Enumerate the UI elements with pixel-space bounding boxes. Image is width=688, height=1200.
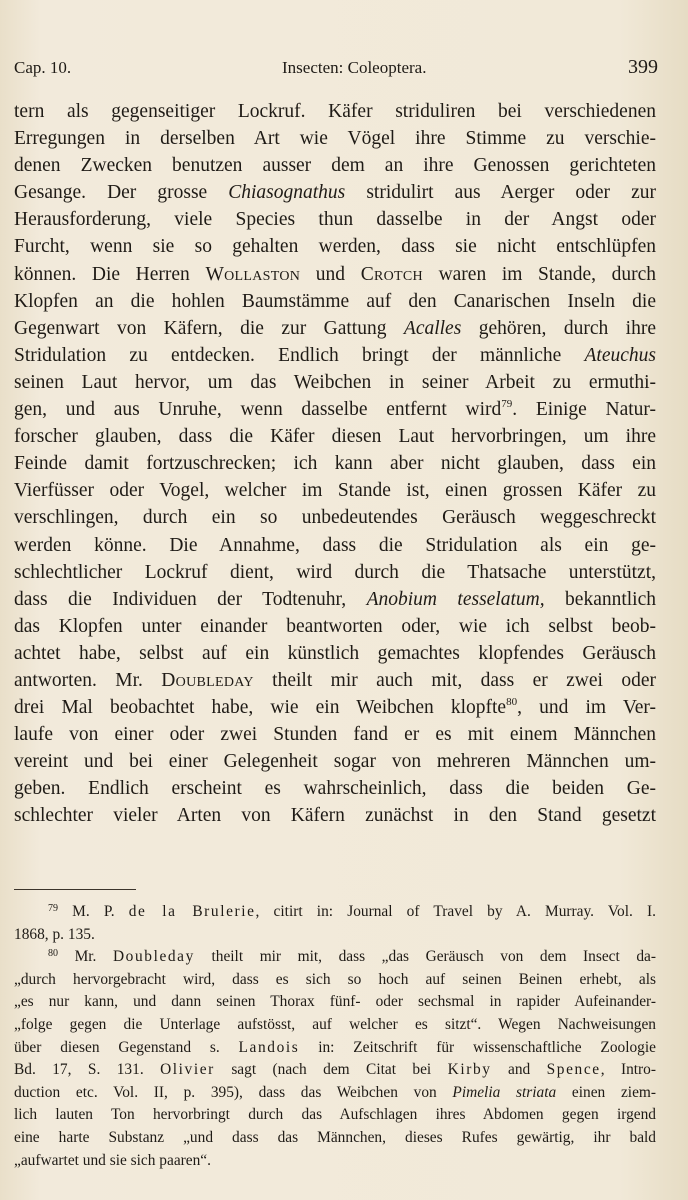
author-name: Doubleday <box>161 669 254 691</box>
text-line: werden könne. Die Annahme, dass die Stridulation als ein ge- <box>14 534 656 556</box>
text-line: antworten. Mr. Doubleday theilt mir auch mit, dass er zwei oder <box>14 669 656 691</box>
footnote-line: lich lauten Ton hervorbringt durch das Aufschlagen ihres Abdomen gegen irgend <box>14 1106 656 1124</box>
taxon-name: Ateuchus <box>584 344 656 366</box>
text-line: dass die Individuen der Todtenuhr, Anobium tesselatum, bekanntlich <box>14 588 657 610</box>
text-line: Stridulation zu entdecken. Endlich bringt der männliche Ateuchus <box>14 344 656 366</box>
text-line: forscher glauben, dass die Käfer diesen Laut hervorbringen, um ihre <box>14 426 656 448</box>
text-line: können. Die Herren Wollaston und Crotch waren im Stande, durch <box>14 263 657 285</box>
main-text <box>14 98 656 830</box>
footnote-line: „durch hervorgebracht wird, dass es sich so hoch auf seinen Beinen erhebt, als <box>14 970 656 988</box>
taxon-name: Acalles <box>403 317 462 339</box>
text-line: denen Zwecken benutzen ausser dem an ihre Genossen gerichteten <box>14 155 656 177</box>
running-title: Insecten: Coleoptera. <box>282 58 427 77</box>
text-line: gen, und aus Unruhe, wenn dasselbe entfernt wird$^{79}$. Einige Natur- <box>14 398 656 421</box>
footnote-line: duction etc. Vol. II, p. 395), dass das Weibchen von Pimelia striata einen ziem- <box>14 1083 656 1101</box>
text-line: Gegenwart von Käfern, die zur Gattung Acalles gehören, durch ihre <box>14 317 656 339</box>
footnote-line: „folge gegen die Unterlage aufstösst, auf welcher es sitzt“. Wegen Nachweisungen <box>14 1015 656 1033</box>
footnote-80: $^{80}$ Mr. Doubleday theilt mir mit, dass „das Geräusch von dem Insect da- <box>48 948 656 966</box>
text-line: verschlingen, durch ein so unbedeutendes Geräusch weggeschreckt <box>14 507 656 529</box>
footnote-79: $^{79}$ M. P. de la Brulerie, citirt in: Journal of Travel by A. Murray. Vol. I. <box>48 903 656 920</box>
taxon-name: Pimelia striata <box>452 1083 557 1101</box>
footnote-ref: 80 <box>506 696 518 709</box>
author-name: Wollaston <box>205 263 301 285</box>
footnote-number: 79 <box>48 903 58 914</box>
text-line: Klopfen an die hohlen Baumstämme auf den Canarischen Inseln die <box>14 290 656 312</box>
taxon-name: Anobium tesselatum, <box>366 588 545 610</box>
text-line: geben. Endlich erscheint es wahrscheinlich, dass die beiden Ge- <box>14 778 656 800</box>
footnote-line: Bd. 17, S. 131. Olivier sagt (nach dem Citat bei Kirby and Spence, Intro- <box>14 1061 657 1079</box>
running-header <box>14 56 658 86</box>
footnote-number: 80 <box>48 948 58 960</box>
text-line: achtet habe, selbst auf ein künstlich gemachtes klopfendes Geräusch <box>14 642 656 664</box>
text-line: das Klopfen unter einander beantworten oder, wie ich selbst beob- <box>14 615 656 637</box>
text-line: Furcht, wenn sie so gehalten werden, dass sie nicht entschlüpfen <box>14 236 656 258</box>
author-name: Crotch <box>360 263 423 285</box>
text-line: Vierfüsser oder Vogel, welcher im Stande ist, einen grossen Käfer zu <box>14 480 656 502</box>
footnote-ref: 79 <box>501 398 513 411</box>
taxon-name: Chiasognathus <box>228 182 346 204</box>
footnote-line: eine harte Substanz „und dass das Männchen, dieses Rufes gewärtig, ihr bald <box>14 1128 656 1146</box>
text-line: seinen Laut hervor, um das Weibchen in seiner Arbeit zu ermuthi- <box>14 371 656 393</box>
footnote-line: über diesen Gegenstand s. Landois in: Zeitschrift für wissenschaftliche Zoologie <box>14 1038 656 1056</box>
chapter-label: Cap. 10. <box>14 58 72 77</box>
text-line: tern als gegenseitiger Lockruf. Käfer striduliren bei verschiedenen <box>14 101 656 122</box>
text-line: laufe von einer oder zwei Stunden fand er es mit einem Männchen <box>14 724 656 746</box>
text-line: Herausforderung, viele Species thun dasselbe in der Angst oder <box>14 209 656 231</box>
text-line: drei Mal beobachtet habe, wie ein Weibchen klopfte$^{80}$, und im Ver- <box>14 696 656 719</box>
text-line: Gesange. Der grosse Chiasognathus stridulirt aus Aerger oder zur <box>14 182 656 204</box>
footnotes <box>14 901 656 1172</box>
text-line: vereint und bei einer Gelegenheit sogar von mehreren Männchen um- <box>14 751 656 773</box>
text-line: schlechtlicher Lockruf dient, wird durch die Thatsache unterstützt, <box>14 561 656 583</box>
page-number: 399 <box>628 56 658 78</box>
text-line: Erregungen in derselben Art wie Vögel ihre Stimme zu verschie- <box>14 128 656 150</box>
footnote-line: 1868, p. 135. <box>14 925 95 943</box>
footnote-line: „aufwartet und sie sich paaren“. <box>14 1151 211 1169</box>
text-line: schlechter vieler Arten von Käfern zunächst in den Stand gesetzt <box>14 805 656 827</box>
footnote-line: „es nur kann, und dann seinen Thorax fünf- oder sechsmal in rapider Aufeinander- <box>14 993 656 1011</box>
text-line: Feinde damit fortzuschrecken; ich kann aber nicht glauben, dass ein <box>14 453 656 475</box>
footnote-divider <box>14 889 136 890</box>
